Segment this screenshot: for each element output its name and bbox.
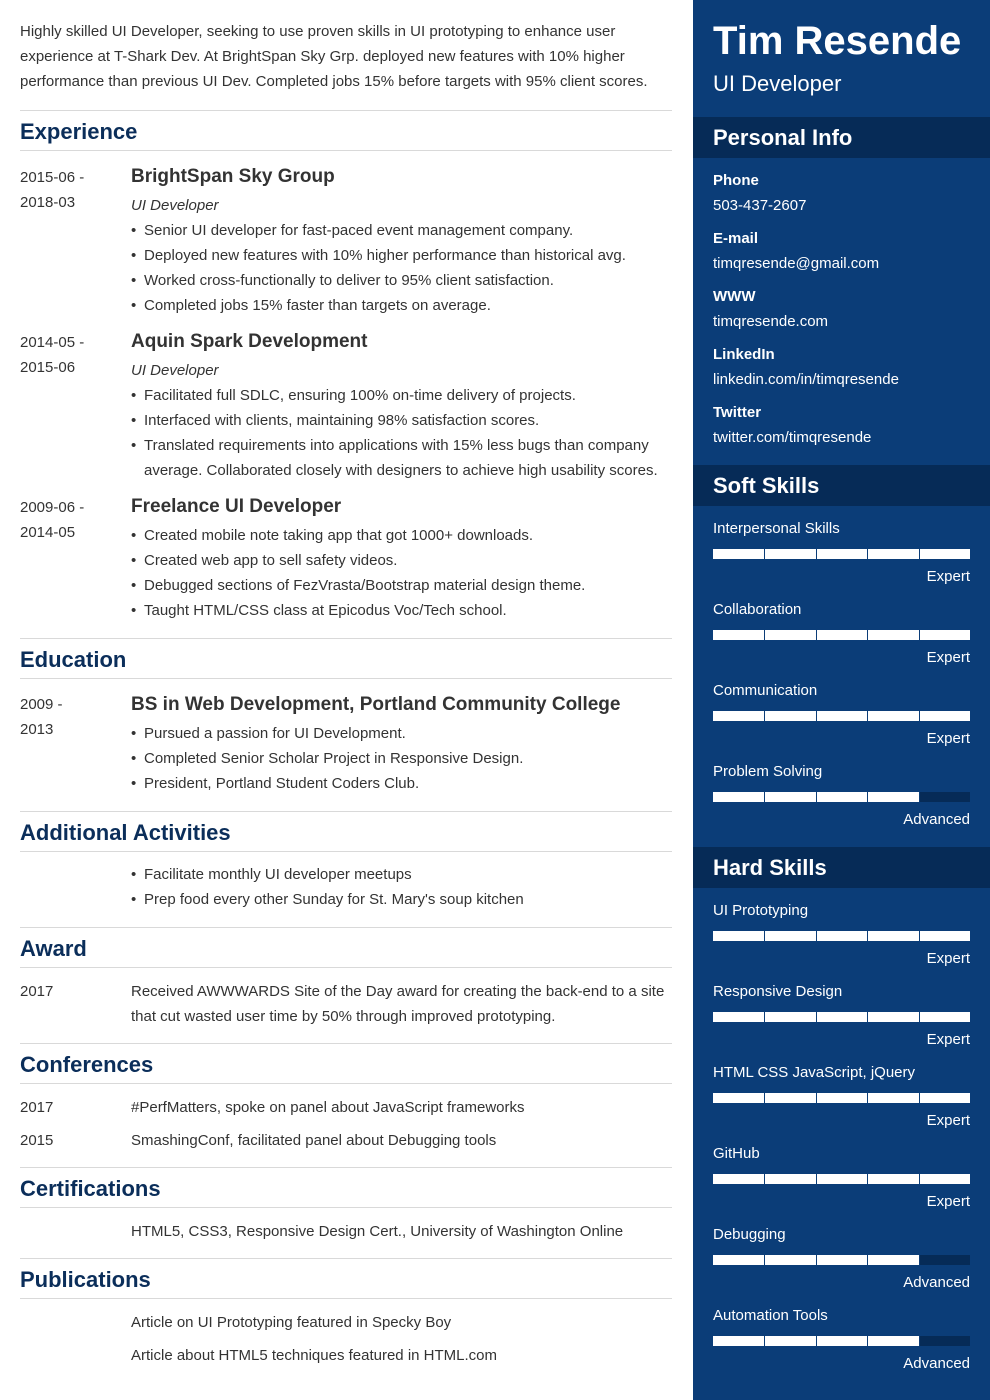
experience-1-company: BrightSpan Sky Group <box>131 166 335 187</box>
skill-bar-segment-divider <box>867 549 868 559</box>
skill-bar-segment-divider <box>816 1174 817 1184</box>
summary: Highly skilled UI Developer, seeking to use proven skills in UI prototyping to enhance user experience at T-Shark Dev. At BrightSpan Sky Grp. deployed new features with 10% higher performance than previous UI Dev. Completed jobs 15% before targets with 95% client scores. <box>20 23 648 90</box>
soft-skill-level: Advanced <box>903 811 970 828</box>
divider <box>20 678 672 679</box>
skill-bar <box>713 931 970 941</box>
hard-skill-name: GitHub <box>713 1145 760 1162</box>
divider <box>20 150 672 151</box>
divider <box>20 1207 672 1208</box>
experience-2-end: 2015-06 <box>20 359 76 376</box>
skill-bar-segment-divider <box>919 1255 920 1265</box>
personal-info-title: Personal Info <box>713 125 853 150</box>
conference-1-year: 2017 <box>20 1099 54 1116</box>
skill-bar-segment-divider <box>816 1255 817 1265</box>
skill-bar-segment-divider <box>816 1093 817 1103</box>
hard-skill-level: Advanced <box>903 1274 970 1291</box>
skill-bar-segment-divider <box>816 792 817 802</box>
experience-3-company: Freelance UI Developer <box>131 496 342 517</box>
skill-bar-segment-divider <box>867 1336 868 1346</box>
list-item: • Facilitate monthly UI developer meetups <box>131 862 671 887</box>
soft-skill-name: Problem Solving <box>713 763 823 780</box>
www-value: timqresende.com <box>713 313 829 330</box>
experience-2-role: UI Developer <box>131 362 219 379</box>
list-item: • Debugged sections of FezVrasta/Bootstrap material design theme. <box>131 573 671 598</box>
hard-skill-name: HTML CSS JavaScript, jQuery <box>713 1064 915 1081</box>
hard-skill-level: Expert <box>926 1031 970 1048</box>
list-item: • Translated requirements into applications with 15% less bugs than company average. Collaborated closely with designers to achieve high usability scores. <box>131 433 671 483</box>
skill-bar-fill <box>713 1174 970 1184</box>
divider <box>20 1043 672 1044</box>
experience-3-end: 2014-05 <box>20 524 76 541</box>
twitter-value: twitter.com/timqresende <box>713 429 872 446</box>
linkedin-value: linkedin.com/in/timqresende <box>713 371 899 388</box>
divider <box>20 110 672 111</box>
skill-bar-segment-divider <box>764 1093 765 1103</box>
www-label: WWW <box>713 288 756 305</box>
skill-bar-segment-divider <box>919 1174 920 1184</box>
divider <box>20 1258 672 1259</box>
list-item: • Senior UI developer for fast-paced event management company. <box>131 218 671 243</box>
skill-bar-segment-divider <box>867 630 868 640</box>
publication-2: Article about HTML5 techniques featured in HTML.com <box>131 1347 497 1364</box>
skill-bar-segment-divider <box>867 931 868 941</box>
experience-1-bullets <box>131 218 671 318</box>
education-bullets <box>131 721 671 796</box>
skill-bar-segment-divider <box>764 931 765 941</box>
email-label: E-mail <box>713 230 759 247</box>
section-title-education: Education <box>20 647 127 672</box>
experience-2-company: Aquin Spark Development <box>131 331 368 352</box>
education-start: 2009 - <box>20 696 63 713</box>
divider <box>20 811 672 812</box>
personal-info-header <box>693 117 990 158</box>
soft-skill-level: Expert <box>926 730 970 747</box>
section-title-experience: Experience <box>20 119 138 144</box>
soft-skill-name: Collaboration <box>713 601 802 618</box>
list-item: • Pursued a passion for UI Development. <box>131 721 671 746</box>
skill-bar <box>713 549 970 559</box>
list-item: • Worked cross-functionally to deliver to 95% client satisfaction. <box>131 268 671 293</box>
soft-skill-name: Communication <box>713 682 818 699</box>
skill-bar-fill <box>713 1012 970 1022</box>
divider <box>20 851 672 852</box>
skill-bar-fill <box>713 1093 970 1103</box>
skill-bar-segment-divider <box>919 549 920 559</box>
soft-skill-name: Interpersonal Skills <box>713 520 840 537</box>
skill-bar-segment-divider <box>816 1336 817 1346</box>
hard-skill-level: Advanced <box>903 1355 970 1372</box>
skill-bar-segment-divider <box>764 549 765 559</box>
divider <box>20 1167 672 1168</box>
divider <box>20 927 672 928</box>
experience-1-end: 2018-03 <box>20 194 76 211</box>
divider <box>20 967 672 968</box>
skill-bar-fill <box>713 711 970 721</box>
education-end: 2013 <box>20 721 54 738</box>
email-value: timqresende@gmail.com <box>713 255 880 272</box>
skill-bar-segment-divider <box>919 792 920 802</box>
education-degree: BS in Web Development, Portland Community College <box>131 694 621 715</box>
award-year: 2017 <box>20 983 54 1000</box>
divider <box>20 638 672 639</box>
list-item: • President, Portland Student Coders Club. <box>131 771 671 796</box>
list-item: • Deployed new features with 10% higher performance than historical avg. <box>131 243 671 268</box>
list-item: • Completed Senior Scholar Project in Responsive Design. <box>131 746 671 771</box>
candidate-name: Tim Resende <box>713 19 962 63</box>
skill-bar-segment-divider <box>816 549 817 559</box>
hard-skill-name: Responsive Design <box>713 983 843 1000</box>
skill-bar-fill <box>713 549 970 559</box>
hard-skills-title: Hard Skills <box>713 855 827 880</box>
skill-bar <box>713 1012 970 1022</box>
divider <box>20 1298 672 1299</box>
certifications-text: HTML5, CSS3, Responsive Design Cert., University of Washington Online <box>131 1223 624 1240</box>
skill-bar-segment-divider <box>816 931 817 941</box>
skill-bar-segment-divider <box>867 1174 868 1184</box>
conference-2-text: SmashingConf, facilitated panel about Debugging tools <box>131 1132 497 1149</box>
soft-skill-level: Expert <box>926 649 970 666</box>
list-item: • Taught HTML/CSS class at Epicodus Voc/Tech school. <box>131 598 671 623</box>
skill-bar-segment-divider <box>867 1255 868 1265</box>
skill-bar-segment-divider <box>919 1093 920 1103</box>
soft-skills-header <box>693 465 990 506</box>
skill-bar-segment-divider <box>764 1012 765 1022</box>
skill-bar-segment-divider <box>919 931 920 941</box>
experience-2-bullets <box>131 383 671 483</box>
publication-1: Article on UI Prototyping featured in Specky Boy <box>131 1314 452 1331</box>
skill-bar-segment-divider <box>764 711 765 721</box>
divider <box>20 1083 672 1084</box>
skill-bar-segment-divider <box>816 1012 817 1022</box>
skill-bar <box>713 792 970 802</box>
list-item: • Facilitated full SDLC, ensuring 100% on-time delivery of projects. <box>131 383 671 408</box>
twitter-label: Twitter <box>713 404 762 421</box>
list-item: • Prep food every other Sunday for St. Mary's soup kitchen <box>131 887 671 912</box>
activities-list <box>131 862 671 912</box>
soft-skill-level: Expert <box>926 568 970 585</box>
skill-bar <box>713 1093 970 1103</box>
experience-1-start: 2015-06 - <box>20 169 85 186</box>
skill-bar-fill <box>713 630 970 640</box>
experience-2-start: 2014-05 - <box>20 334 85 351</box>
section-title-activities: Additional Activities <box>20 820 231 845</box>
skill-bar <box>713 1174 970 1184</box>
skill-bar-fill <box>713 931 970 941</box>
experience-3-start: 2009-06 - <box>20 499 85 516</box>
section-title-certifications: Certifications <box>20 1176 161 1201</box>
skill-bar-segment-divider <box>919 1336 920 1346</box>
soft-skills-title: Soft Skills <box>713 473 820 498</box>
skill-bar-segment-divider <box>919 630 920 640</box>
skill-bar-segment-divider <box>764 1174 765 1184</box>
list-item: • Interfaced with clients, maintaining 98% satisfaction scores. <box>131 408 671 433</box>
skill-bar-segment-divider <box>867 792 868 802</box>
skill-bar-segment-divider <box>919 1012 920 1022</box>
conference-2-year: 2015 <box>20 1132 54 1149</box>
skill-bar-segment-divider <box>867 1093 868 1103</box>
skill-bar-segment-divider <box>867 711 868 721</box>
skill-bar <box>713 711 970 721</box>
section-title-conferences: Conferences <box>20 1052 154 1077</box>
experience-3-bullets <box>131 523 671 623</box>
skill-bar <box>713 1255 970 1265</box>
skill-bar-segment-divider <box>867 1012 868 1022</box>
award-text: Received AWWWARDS Site of the Day award for creating the back-end to a site that cut wasted user time by 50% through improved prototyping. <box>131 983 665 1025</box>
hard-skill-name: Automation Tools <box>713 1307 828 1324</box>
hard-skill-level: Expert <box>926 1193 970 1210</box>
skill-bar-segment-divider <box>764 1336 765 1346</box>
linkedin-label: LinkedIn <box>713 346 775 363</box>
hard-skill-name: UI Prototyping <box>713 902 809 919</box>
skill-bar-segment-divider <box>816 630 817 640</box>
section-title-award: Award <box>20 936 87 961</box>
section-title-publications: Publications <box>20 1267 151 1292</box>
skill-bar-segment-divider <box>816 711 817 721</box>
list-item: • Completed jobs 15% faster than targets on average. <box>131 293 671 318</box>
phone-label: Phone <box>713 172 759 189</box>
hard-skills-header <box>693 847 990 888</box>
skill-bar-segment-divider <box>764 630 765 640</box>
skill-bar <box>713 1336 970 1346</box>
skill-bar-segment-divider <box>764 792 765 802</box>
list-item: • Created mobile note taking app that got 1000+ downloads. <box>131 523 671 548</box>
experience-1-role: UI Developer <box>131 197 219 214</box>
hard-skill-level: Expert <box>926 950 970 967</box>
phone-value: 503-437-2607 <box>713 197 807 214</box>
skill-bar-segment-divider <box>764 1255 765 1265</box>
list-item: • Created web app to sell safety videos. <box>131 548 671 573</box>
skill-bar-segment-divider <box>919 711 920 721</box>
hard-skill-level: Expert <box>926 1112 970 1129</box>
hard-skill-name: Debugging <box>713 1226 786 1243</box>
candidate-title: UI Developer <box>713 71 842 96</box>
conference-1-text: #PerfMatters, spoke on panel about JavaScript frameworks <box>131 1099 525 1116</box>
skill-bar <box>713 630 970 640</box>
